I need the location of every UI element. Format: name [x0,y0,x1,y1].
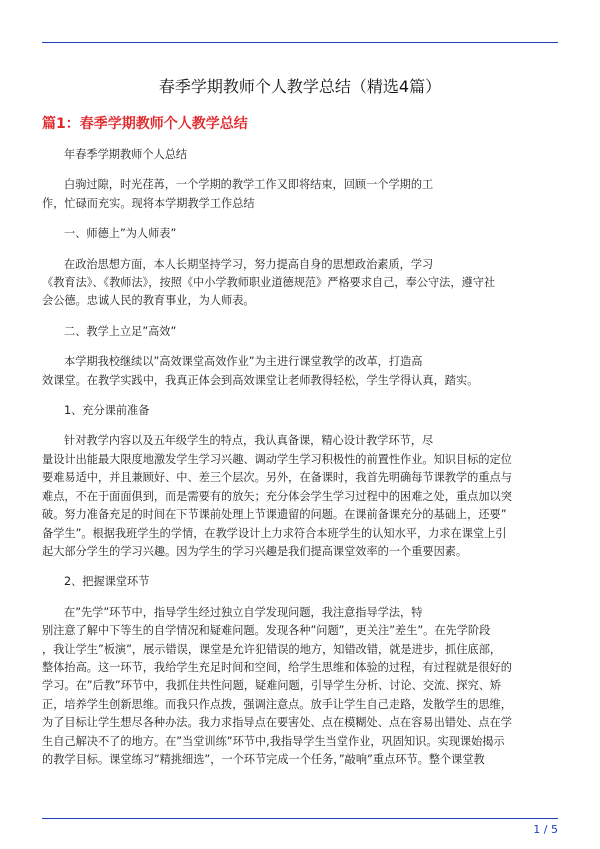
paragraph-line: 一、师德上”为人师表” [64,227,177,241]
document-body [42,146,558,781]
paragraph-line: ，我让学生”板演”，展示错误，课堂是允许犯错误的地方，知错改错，就是进步，抓住底部， [42,642,502,656]
paragraph-line: 年春季学期教师个人总结 [64,148,188,161]
header-rule [42,42,558,43]
paragraph-line: 2、把握课堂环节 [64,575,150,589]
paragraph-line: 的教学目标。课堂练习”精挑细选”，一个环节完成一个任务，”敲响”重点环节。整个课堂教 [42,752,485,766]
paragraph-line: 学习。在”后教”环节中，我抓住共性问题，疑难问题，引导学生分析、讨论、交流、探究、矫 [42,679,502,693]
section-heading: 篇1：春季学期教师个人教学总结 [42,116,248,132]
paragraph-line: 针对教学内容以及五年级学生的特点，我认真备课，精心设计教学环节，尽 [64,434,434,448]
paragraph-line: 白驹过隙，时光荏苒，一个学期的教学工作又即将结束，回顾一个学期的工 [64,178,434,192]
paragraph-line: 二、教学上立足”高效” [64,324,177,338]
paragraph [42,176,558,213]
paragraph [42,402,558,420]
paragraph-line: 在政治思想方面，本人长期坚持学习，努力提高自身的思想政治素质，学习 [64,257,434,271]
paragraph-line: 正，培养学生创新思维。而我只作点拨，强调注意点。放手让学生自己走路，发散学生的思维， [42,697,512,711]
paragraph [42,432,558,561]
paragraph [42,573,558,591]
paragraph-line: 生自己解决不了的地方。在”当堂训练”环节中,我指导学生当堂作业，巩固知识。实现课始揭示 [42,734,505,748]
paragraph-line: 会公德。忠诚人民的教育事业，为人师表。 [42,294,255,308]
paragraph-line: 本学期我校继续以”高效课堂高效作业”为主进行课堂教学的改革，打造高 [64,355,423,369]
paragraph-line: 难点，不在于面面俱到，而是需要有的放矢；充分体会学生学习过程中的困难之处，重点加以突 [42,489,512,503]
document-title: 春季学期教师个人教学总结（精选4篇） [158,77,442,96]
paragraph [42,256,558,311]
paragraph [42,225,558,243]
paragraph-line: 破。努力准备充足的时间在下节课前处理上节课遗留的问题。在课前备课充分的基础上，还要” [42,508,507,522]
footer-rule [42,818,558,819]
paragraph [42,353,558,390]
paragraph-line: 1、充分课前准备 [64,404,150,418]
paragraph-line: 起大部分学生的学习兴趣。因为学生的学习兴趣是我们提高课堂效率的一个重要因素。 [42,544,468,558]
paragraph-line: 效课堂。在教学实践中，我真正体会到高效课堂让老师教得轻松，学生学得认真，踏实。 [42,373,479,387]
paragraph [42,323,558,341]
paragraph-line: 别注意了解中下等生的自学情况和疑难问题。发现各种”问题”，更关注”差生”。在先学阶段 [42,624,491,638]
paragraph-line: 为了目标让学生想尽各种办法。我力求指导点在要害处、点在模糊处、点在容易出错处、点在学 [42,716,512,730]
paragraph [42,146,558,164]
paragraph-line: 在”先学”环节中，指导学生经过独立自学发现问题，我注意指导学法，特 [64,605,423,619]
paragraph-line: 量设计出能最大限度地激发学生学习兴趣、调动学生学习积极性的前置性作业。知识目标的定位 [42,452,512,466]
paragraph-line: 作，忙碌而充实。现将本学期教学工作总结 [42,196,255,210]
paragraph [42,604,558,770]
paragraph-line: 整体抬高。这一环节，我给学生充足时间和空间，给学生思维和体验的过程，有过程就是很好的 [42,660,512,674]
paragraph-line: 要难易适中，并且兼顾好、中、差三个层次。另外，在备课时，我首先明确每节课教学的重点与 [42,471,512,485]
page-number: 1 / 5 [533,823,558,836]
paragraph-line: 备学生”。根据我班学生的学情，在教学设计上力求符合本班学生的认知水平，力求在课堂上引 [42,526,507,540]
paragraph-line: 《教育法》、《教师法》，按照《中小学教师职业道德规范》严格要求自己，奉公守法，遵守社 [42,276,496,290]
